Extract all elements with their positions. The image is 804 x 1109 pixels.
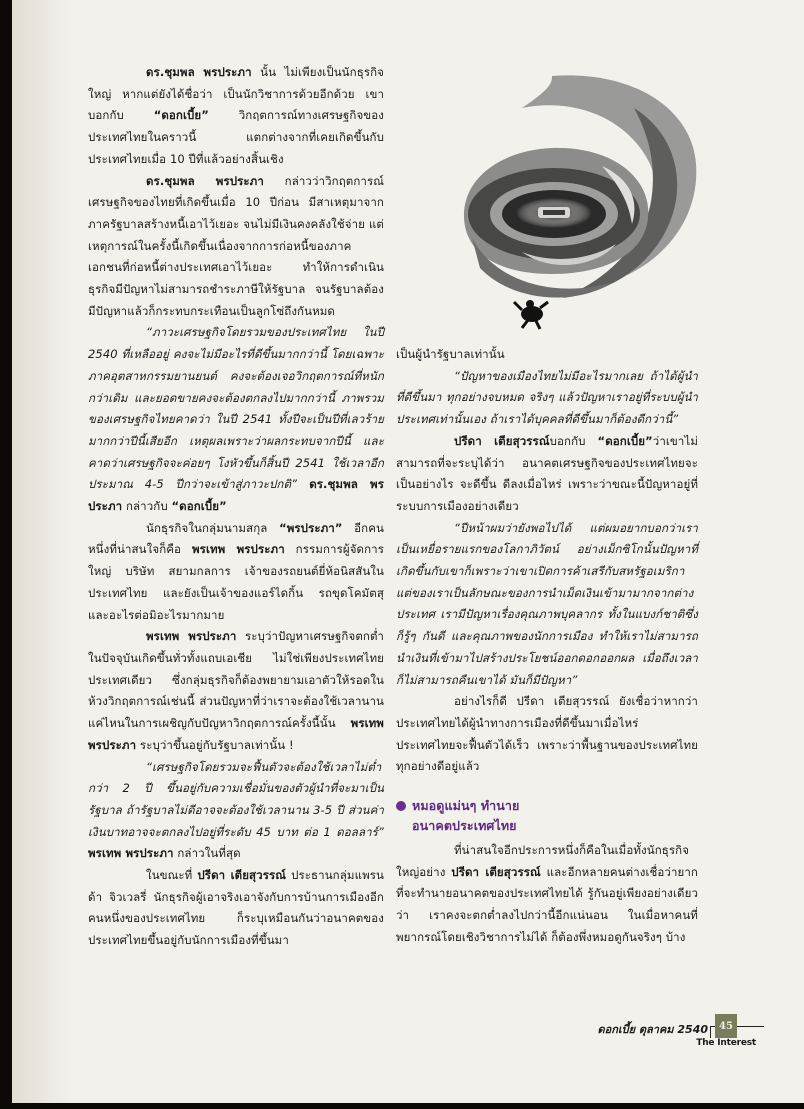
text-run: “ปัญหาของเมืองไทยไม่มีอะไรมากเลย ถ้าได้ผู้นำที่ดีขึ้นมา ทุกอย่างจบหมด จริงๆ แล้วปัญหาเราอยู่ที่ระบบผู้นำประเทศเท่านั้นเอง ถ้าเราได้บุคคลที่ดีขึ้นมาก็ต้องดีกว่านี้” bbox=[396, 368, 698, 427]
text-run: วิกฤตการณ์ทางเศรษฐกิจของประเทศไทยในคราวนี้ แตกต่างจากที่เคยเกิดขึ้นกับประเทศไทยเมื่อ 10 ปีที่แล้วอย่างสิ้นเชิง bbox=[88, 108, 384, 166]
text-run: เป็นผู้นำรัฐบาลเท่านั้น bbox=[396, 347, 505, 361]
text-run: และอีกหลายคนต่างเชื่อว่ายากที่จะทำนายอนาคตของประเทศไทยได้ รู้กันอยู่เพียงอย่างเดียวว่า เราคงจะตกต่ำลงไปกว่านี้อีกแน่นอน ในเมื่อหาคนที่พยากรณ์โดยเชิงวิชาการไม่ได้ ก็ต้องพึ่งหมอดูกันจริงๆ บ้าง bbox=[396, 864, 698, 944]
text-run: กรรมการผู้จัดการใหญ่ บริษัท สยามกลการ เจ้าของรถยนต์ยี่ห้อนิสสันในประเทศไทย และยังเป็นเจ้าของแอร์ไดกิ้น รถขุดโคมัตสุ และอะไรต่อมิอะไรมากมาย bbox=[88, 542, 385, 622]
paragraph bbox=[88, 518, 384, 627]
paragraph bbox=[88, 322, 384, 517]
paragraph bbox=[88, 757, 384, 866]
paragraph bbox=[396, 840, 698, 949]
text-run: “ภาวะเศรษฐกิจโดยรวมของประเทศไทย ในปี 2540 ที่เหลืออยู่ คงจะไม่มีอะไรที่ดีขึ้นมากกว่านี้ โดยเฉพาะภาคอุตสาหกรรมยานยนต์ คงจะต้องเจอวิกฤตการณ์ที่หนักกว่าเดิม และยอดขายคงจะต้องตกลงไปมากกว่านี้ ภาพรวมของเศรษฐกิจไทยคาดว่า ในปี 2541 ทั้งปีจะเป็นปีที่เลวร้ายมากกว่าปีนี้เสียอีก เหตุผลเพราะว่าผลกระทบจากปีนี้ และคาดว่าเศรษฐกิจจะค่อยๆ โงหัวขึ้นก็สิ้นปี 2541 ใช้เวลาอีกประมาณ 4-5 ปีกว่าจะเข้าสู่ภาวะปกติ” bbox=[88, 325, 384, 492]
text-run: ในขณะที่ bbox=[146, 868, 198, 883]
binding-shadow bbox=[12, 0, 72, 1103]
text-run: ว่าเขาไม่สามารถที่จะระบุได้ว่า อนาคตเศรษฐกิจของประเทศไทยจะเป็นอย่างไร จะดีขึ้น ดีลงเมื่อไหร่ เพราะว่าขณะนี้ปัญหาอยู่ที่ระบบการเมืองอย่างเดียว bbox=[396, 433, 698, 513]
bold-text-run: ปรีดา เตียสุวรรณ์ bbox=[197, 868, 287, 883]
paragraph bbox=[396, 691, 698, 778]
paragraph bbox=[88, 626, 384, 756]
left-column-text bbox=[88, 62, 384, 952]
bold-text-run: ปรีดา เตียสุวรรณ์ bbox=[451, 864, 541, 879]
paragraph bbox=[88, 62, 384, 171]
bold-text-run: พรเทพ พรประภา bbox=[146, 629, 237, 644]
text-run: กล่าวในที่สุด bbox=[173, 846, 241, 861]
text-run: ที่น่าสนใจอีกประการหนึ่งก็คือในเมื่อทั้งนักธุรกิจใหญ่อย่าง bbox=[396, 843, 690, 879]
bullet-icon bbox=[396, 801, 406, 811]
bold-text-run: “ดอกเบี้ย” bbox=[597, 433, 653, 448]
text-run: กล่าวกับ bbox=[122, 499, 172, 514]
bold-text-run: พรเทพ พรประภา bbox=[88, 846, 174, 861]
bold-text-run: “ดอกเบี้ย” bbox=[171, 499, 227, 514]
bold-text-run: พรเทพ พรประภา bbox=[88, 716, 384, 752]
bold-text-run: ดร.ชุมพล พรประภา bbox=[88, 477, 384, 514]
bold-text-run: พรเทพ พรประภา bbox=[191, 542, 285, 557]
section-heading-line1: หมอดูแม่นๆ ทำนาย bbox=[412, 798, 520, 814]
text-run: บอกกับ bbox=[549, 433, 598, 448]
right-column bbox=[396, 344, 698, 949]
left-column bbox=[88, 62, 384, 952]
text-run: อีกคนหนึ่งที่น่าสนใจก็คือ bbox=[88, 520, 384, 557]
section-body-text bbox=[396, 840, 698, 949]
footer-rule-tick bbox=[710, 1026, 711, 1038]
text-run: ระบุว่าขึ้นอยู่กับรัฐบาลเท่านั้น ! bbox=[136, 737, 294, 752]
paragraph bbox=[396, 518, 698, 692]
bold-text-run: ดร.ชุมพล พรประภา bbox=[146, 65, 252, 79]
paragraph bbox=[88, 865, 384, 952]
swirl-illustration bbox=[402, 68, 704, 338]
text-run: ประธานกลุ่มแพรนด้า จิวเวลรี่ นักธุรกิจผู้เอาจริงเอาจังกับการบ้านการเมืองอีกคนหนึ่งของประเทศไทย ก็ระบุเหมือนกันว่าอนาคตของประเทศไทยขึ้นอยู่กับนักการเมืองที่ขึ้นมา bbox=[88, 868, 385, 948]
paragraph bbox=[88, 171, 384, 323]
paragraph bbox=[396, 344, 698, 366]
bold-text-run: “ดอกเบี้ย” bbox=[153, 108, 209, 123]
text-run: “ปีหน้าผมว่ายังพอไปได้ แต่ผมอยากบอกว่าเราเป็นเหยื่อรายแรกของโลกาภิวัตน์ อย่างเม็กซิโกนั้นปัญหาที่เกิดขึ้นกับเขาก็เพราะว่าเขาเปิดการค้าเสรีกับสหรัฐอเมริกา แต่ของเราเป็นลักษณะของการนำเม็ดเงินเข้ามามากจากต่างประเทศ เรามีปัญหาเรื่องคุณภาพบุคลากร ทั้งในแบงก์ชาติซึ่งก็รู้ๆ กันดี และคุณภาพของนักการเมือง ทำให้เราไม่สามารถนำเงินที่เข้ามาไปสร้างประโยชน์ออกดอกออกผล เมื่อถึงเวลาก็ไม่สามารถคืนเขาได้ มันก็มีปัญหา” bbox=[396, 520, 698, 687]
falling-figure bbox=[514, 300, 548, 329]
page-number: 45 bbox=[715, 1014, 737, 1038]
text-run: ระบุว่าปัญหาเศรษฐกิจตกต่ำในปัจจุบันเกิดขึ้นทั่วทั้งแถบเอเชีย ไม่ใช่เพียงประเทศไทยประเทศเดียว ซึ่งกลุ่มธุรกิจก็ต้องพยายามเอาตัวให้รอดในห้วงวิกฤตการณ์เช่นนี้ ส่วนปัญหาที่ว่าเราจะต้องใช้เวลานานแค่ไหนในการเผชิญกับปัญหาวิกฤตการณ์ครั้งนี้นั้น bbox=[88, 629, 384, 731]
magazine-page bbox=[12, 0, 804, 1103]
text-run: นั้น ไม่เพียงเป็นนักธุรกิจใหญ่ หากแต่ยังได้ชื่อว่า เป็นนักวิชาการด้วยอีกด้วย เขาบอกกับ bbox=[88, 65, 385, 123]
right-column-text bbox=[396, 344, 698, 778]
text-run: อย่างไรก็ดี ปรีดา เตียสุวรรณ์ ยังเชื่อว่าหากว่าประเทศไทยได้ผู้นำทางการเมืองที่ดีขึ้นมาเมื่อไหร่ ประเทศไทยจะฟื้นตัวได้เร็ว เพราะว่าพื้นฐานของประเทศไทยทุกอย่างดีอยู่แล้ว bbox=[396, 694, 698, 774]
bold-text-run: ปรีดา เตียสุวรรณ์ bbox=[454, 433, 550, 448]
section-heading bbox=[396, 796, 698, 836]
section-heading-line2: อนาคตประเทศไทย bbox=[412, 818, 517, 834]
bold-text-run: ดร.ชุมพล พรประภา bbox=[146, 173, 264, 188]
text-run: นักธุรกิจในกลุ่มนามสกุล bbox=[146, 520, 280, 535]
bold-text-run: “พรประภา” bbox=[279, 520, 343, 535]
footer-publication: The Interest bbox=[696, 1038, 756, 1048]
footer-issue: ดอกเบี้ย ตุลาคม 2540 bbox=[597, 1023, 708, 1036]
page-footer bbox=[558, 1014, 768, 1054]
paragraph bbox=[396, 431, 698, 518]
paragraph bbox=[396, 366, 698, 431]
text-run: กล่าวว่าวิกฤตการณ์เศรษฐกิจของไทยที่เกิดขึ้นเมื่อ 10 ปีก่อน มีสาเหตุมาจากภาครัฐบาลสร้างหนี้เอาไว้เยอะ จนไม่มีเงินคงคลังใช้จ่าย แต่เหตุการณ์ในครั้งนี้เกิดขึ้นเนื่องจากการก่อหนี้ของภาคเอกชนที่ก่อหนี้ต่างประเทศเอาไว้เยอะ ทำให้การดำเนินธุรกิจมีปัญหาไม่สามารถชำระภาษีให้รัฐบาล จนรัฐบาลต้องมีปัญหาแล้วก็กระทบกระเทือนเป็นลูกโซ่ถึงกันหมด bbox=[88, 173, 384, 318]
text-run: “เศรษฐกิจโดยรวมจะฟื้นตัวจะต้องใช้เวลาไม่ต่ำกว่า 2 ปี ขึ้นอยู่กับความเชื่อมั่นของตัวผู้นำที่จะมาเป็นรัฐบาล ถ้ารัฐบาลไม่ดีอาจจะต้องใช้เวลานาน 3-5 ปี ส่วนค่าเงินบาทอาจจะตกลงไปอยู่ที่ระดับ 45 บาท ต่อ 1 ดอลลาร์” bbox=[88, 759, 384, 839]
swirl-illustration-art bbox=[402, 68, 704, 338]
